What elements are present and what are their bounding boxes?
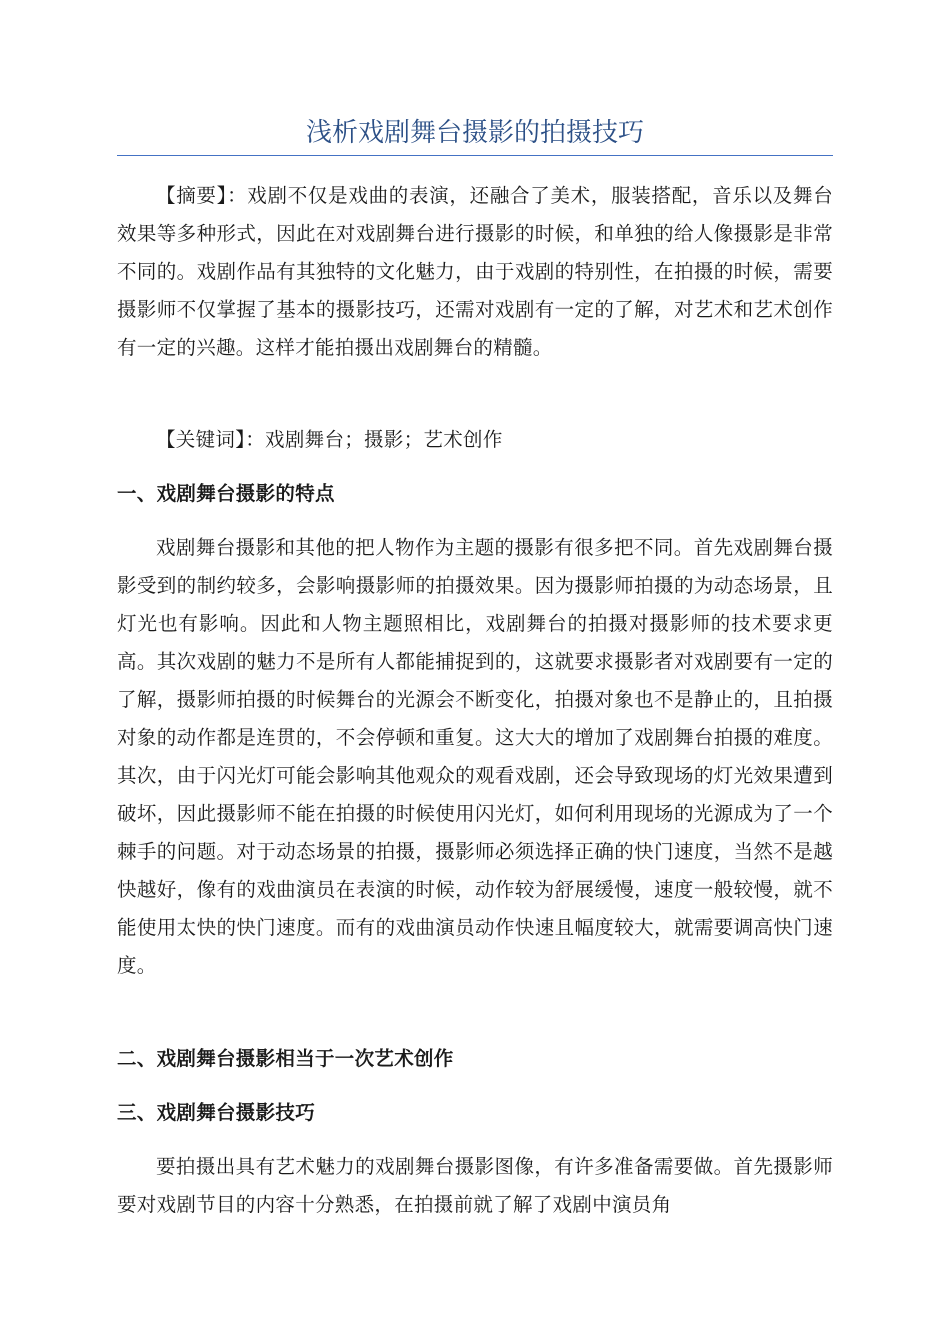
section-heading-3: 三、戏剧舞台摄影技巧: [117, 1101, 316, 1124]
section-body-3: 要拍摄出具有艺术魅力的戏剧舞台摄影图像，有许多准备需要做。首先摄影师要对戏剧节目的内容十分熟悉，在拍摄前就了解了戏剧中演员角: [117, 1155, 833, 1216]
section-heading-2: 二、戏剧舞台摄影相当于一次艺术创作: [117, 1047, 454, 1070]
document-title: 浅析戏剧舞台摄影的拍摄技巧: [305, 118, 644, 148]
section-body-1: 戏剧舞台摄影和其他的把人物作为主题的摄影有很多把不同。首先戏剧舞台摄影受到的制约较多，会影响摄影师的拍摄效果。因为摄影师拍摄的为动态场景，且灯光也有影响。因此和人物主题照相比，戏剧舞台的拍摄对摄影师的技术要求更高。其次戏剧的魅力不是所有人都能捕捉到的，这就要求摄影者对戏剧要有一定的了解，摄影师拍摄的时候舞台的光源会不断变化，拍摄对象也不是静止的，且拍摄对象的动作都是连贯的，不会停顿和重复。这大大的增加了戏剧舞台拍摄的难度。其次，由于闪光灯可能会影响其他观众的观看戏剧，还会导致现场的灯光效果遭到破坏，因此摄影师不能在拍摄的时候使用闪光灯，如何利用现场的光源成为了一个棘手的问题。对于动态场景的拍摄，摄影师必须选择正确的快门速度，当然不是越快越好，像有的戏曲演员在表演的时候，动作较为舒展缓慢，速度一般较慢，就不能使用太快的快门速度。而有的戏曲演员动作快速且幅度较大，就需要调高快门速度。: [117, 536, 833, 977]
section-heading-1: 一、戏剧舞台摄影的特点: [117, 482, 335, 505]
keywords-line: 【关键词】：戏剧舞台；摄影；艺术创作: [156, 428, 503, 451]
title-underline: [117, 155, 833, 156]
abstract-paragraph: 【摘要】：戏剧不仅是戏曲的表演，还融合了美术，服装搭配，音乐以及舞台效果等多种形式，因此在对戏剧舞台进行摄影的时候，和单独的给人像摄影是非常不同的。戏剧作品有其独特的文化魅力，由于戏剧的特别性，在拍摄的时候，需要摄影师不仅掌握了基本的摄影技巧，还需对戏剧有一定的了解，对艺术和艺术创作有一定的兴趣。这样才能拍摄出戏剧舞台的精髓。: [117, 184, 833, 359]
